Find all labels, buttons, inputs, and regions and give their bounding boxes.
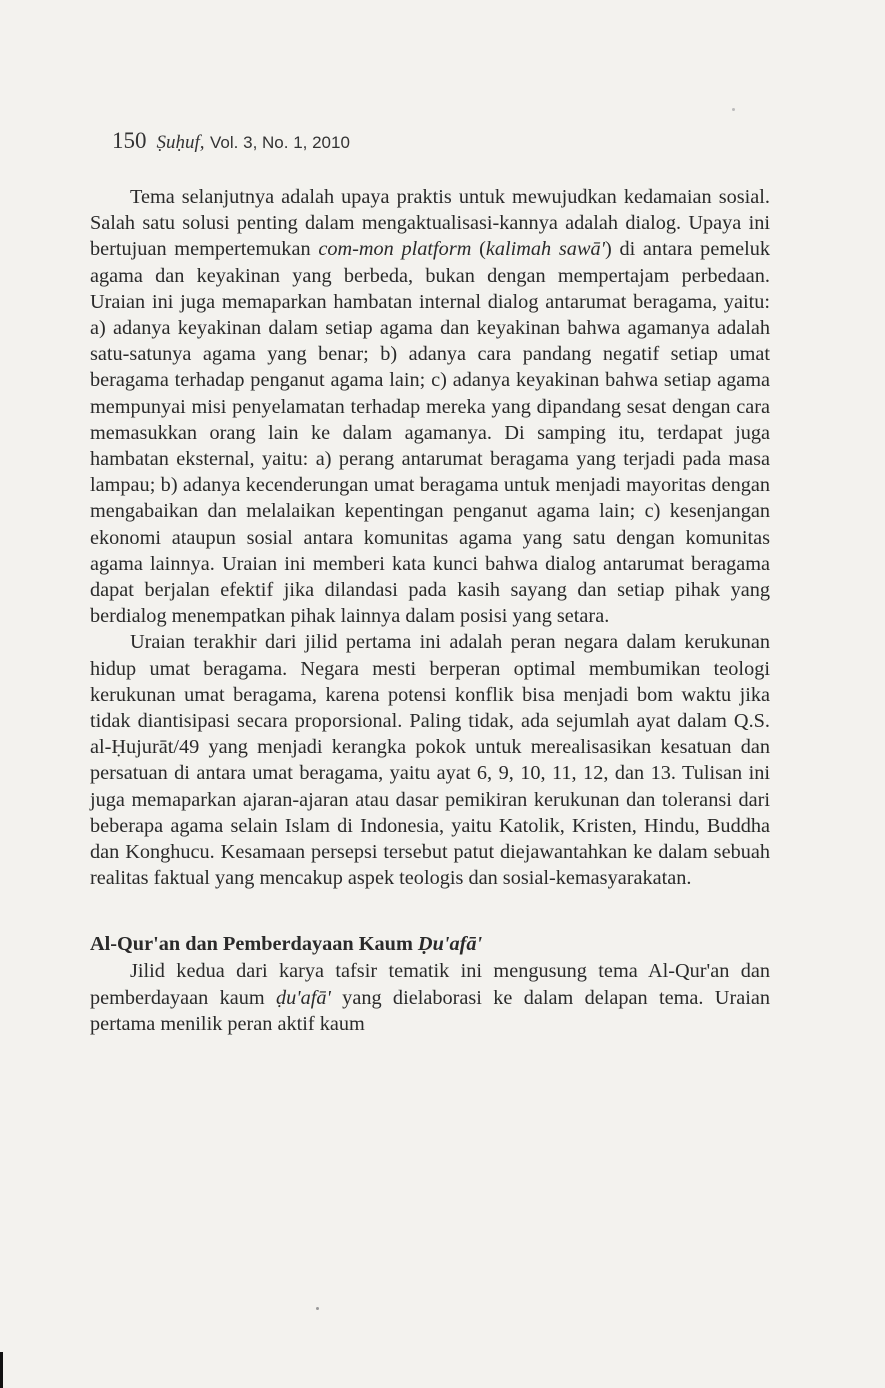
page-body [90,184,770,1037]
paragraph-state-role: Uraian terakhir dari jilid pertama ini adalah peran negara dalam kerukunan hidup umat beragama. Negara mesti berperan optimal membumikan teologi kerukunan umat beragama, karena potensi konflik bisa menjadi bom waktu jika tidak diantisipasi secara proporsional. Paling tidak, ada sejumlah ayat dalam Q.S. al-Ḥujurāt/49 yang menjadi kerangka pokok untuk merealisasikan kesatuan dan persatuan di antara umat beragama, yaitu ayat 6, 9, 10, 11, 12, dan 13. Tulisan ini juga memaparkan ajaran-ajaran atau dasar pemikiran kerukunan dan toleransi dari beberapa agama selain Islam di Indonesia, yaitu Katolik, Kristen, Hindu, Buddha dan Konghucu. Kesamaan persepsi tersebut patut diejawantahkan ke dalam sebuah realitas faktual yang mencakup aspek teologis dan sosial-kemasyarakatan. [90,631,770,890]
volume-info: Vol. 3, No. 1, 2010 [210,133,350,152]
page-edge [0,1352,3,1388]
journal-name: Ṣuḥuf, [156,132,205,153]
scan-speck [316,1307,319,1310]
section-heading: Al-Qur'an dan Pemberdayaan Kaum Ḍu'afā' [90,933,483,956]
running-header [112,128,350,154]
scan-speck [732,108,735,111]
paragraph-dialog: Tema selanjutnya adalah upaya praktis untuk mewujudkan kedamaian sosial. Salah satu solusi penting dalam mengaktualisasi-kannya adalah dialog. Upaya ini bertujuan mempertemukan com-mon platform (kalimah sawā') di antara pemeluk agama dan keyakinan yang berbeda, bukan dengan mempertajam perbedaan. Uraian ini juga memaparkan hambatan internal dialog antarumat beragama, yaitu: a) adanya keyakinan dalam setiap agama dan keyakinan bahwa agamanya adalah satu-satunya agama yang benar; b) adanya cara pandang negatif setiap umat beragama terhadap penganut agama lain; c) adanya keyakinan bahwa setiap agama mempunyai misi penyelamatan terhadap mereka yang dipandang sesat dengan cara memasukkan orang lain ke dalam agamanya. Di samping itu, terdapat juga hambatan eksternal, yaitu: a) perang antarumat beragama yang terjadi pada masa lampau; b) adanya kecenderungan umat beragama untuk menjadi mayoritas dengan mengabaikan dan melalaikan kepentingan penganut agama lain; c) kesenjangan ekonomi ataupun sosial antara komunitas agama yang satu dengan komunitas agama lainnya. Uraian ini memberi kata kunci bahwa dialog antarumat beragama dapat berjalan efektif jika dilandasi pada kasih sayang dan setiap pihak yang berdialog menempatkan pihak lainnya dalam posisi yang setara. [90,186,771,628]
page-number: 150 [112,128,147,153]
paragraph-volume-two: Jilid kedua dari karya tafsir tematik ini mengusung tema Al-Qur'an dan pemberdayaan kaum ḍu'afā' yang dielaborasi ke dalam delapan tema. Uraian pertama menilik peran aktif kaum [90,960,770,1035]
